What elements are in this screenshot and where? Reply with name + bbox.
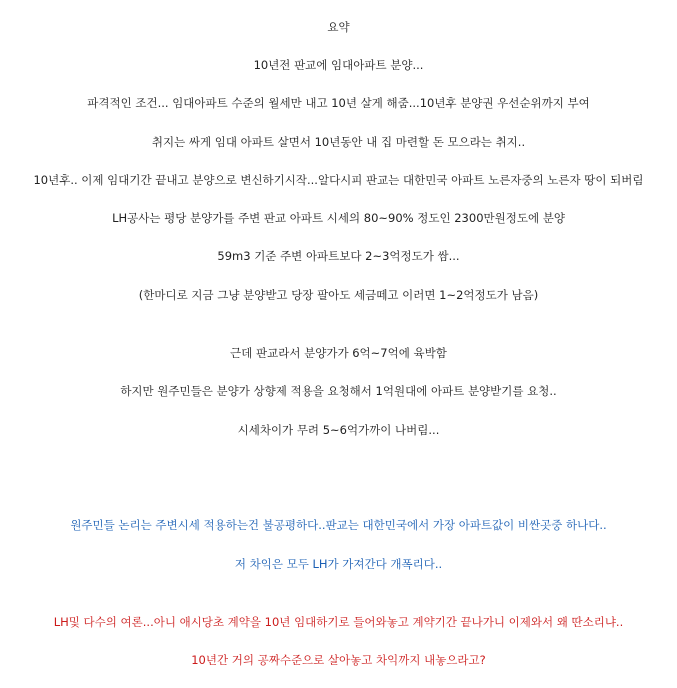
- text-line: 10년전 판교에 임대아파트 분양...: [253, 58, 424, 72]
- text-line: 시세차이가 무려 5~6억가까이 나버림...: [237, 423, 440, 437]
- text-line: 59m3 기준 주변 아파트보다 2~3억정도가 쌈...: [217, 249, 460, 263]
- text-line: (한마디로 지금 그냥 분양받고 당장 팔아도 세금떼고 이러면 1~2억정도가 남음): [138, 288, 539, 302]
- highlight-line-blue: 원주민들 논리는 주변시세 적용하는건 불공평하다..판교는 대한민국에서 가장 아파트값이 비싼곳중 하나다..: [70, 518, 607, 532]
- highlight-line-blue: 저 차익은 모두 LH가 가져간다 개폭리다..: [234, 557, 443, 571]
- text-line: 하지만 원주민들은 분양가 상향제 적용을 요청해서 1억원대에 아파트 분양받기를 요청..: [120, 384, 557, 398]
- text-line: 취지는 싸게 임대 아파트 살면서 10년동안 내 집 마련할 돈 모으라는 취지..: [151, 135, 526, 149]
- text-line: 근데 판교라서 분양가가 6억~7억에 육박함: [230, 346, 447, 360]
- highlight-line-red: LH및 다수의 여론...아니 애시당초 계약을 10년 임대하기로 들어와놓고 계약기간 끝나가니 이제와서 왜 딴소리냐..: [53, 615, 624, 629]
- highlight-line-red: 10년간 거의 공짜수준으로 살아놓고 차익까지 내놓으라고?: [191, 653, 486, 667]
- text-line: 파격적인 조건... 임대아파트 수준의 월세만 내고 10년 살게 해줌...10년후 분양권 우선순위까지 부여: [87, 96, 590, 110]
- text-line: 10년후.. 이제 임대기간 끝내고 분양으로 변신하기시작...알다시피 판교는 대한민국 아파트 노른자중의 노른자 땅이 되버림: [33, 173, 644, 187]
- text-line: LH공사는 평당 분양가를 주변 판교 아파트 시세의 80~90% 정도인 2300만원정도에 분양: [112, 211, 565, 225]
- document-title: 요약: [327, 20, 350, 34]
